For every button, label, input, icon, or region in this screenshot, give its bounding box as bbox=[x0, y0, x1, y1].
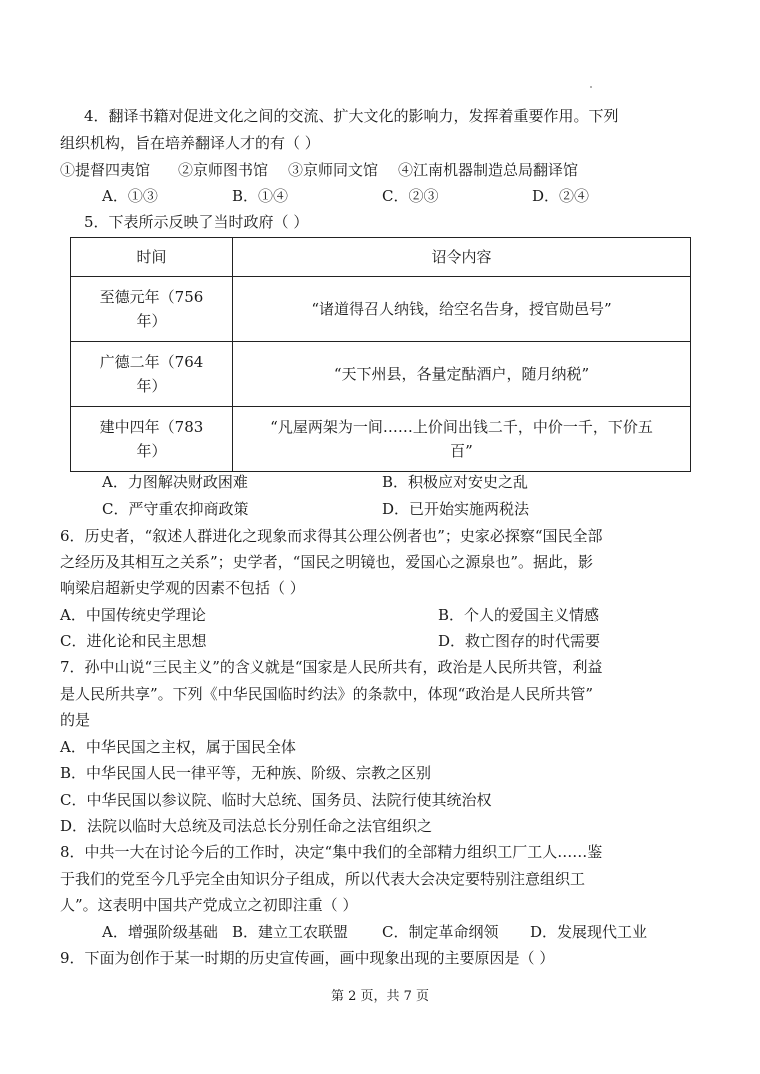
scan-dot bbox=[590, 86, 592, 88]
q4-stem-line1: 4．翻译书籍对促进文化之间的交流、扩大文化的影响力，发挥着重要作用。下列 bbox=[84, 107, 619, 125]
q7-stem-line3: 的是 bbox=[60, 711, 91, 729]
q6-option-b[interactable]: B．个人的爱国主义情感 bbox=[438, 606, 600, 624]
table-header-row bbox=[71, 238, 691, 277]
q9-stem-line1: 9．下面为创作于某一时期的历史宣传画，画中现象出现的主要原因是（ ） bbox=[60, 949, 555, 967]
table-row bbox=[71, 342, 691, 407]
q7-option-b[interactable]: B．中华民国人民一律平等，无种族、阶级、宗教之区别 bbox=[60, 764, 432, 782]
q6-stem-line1: 6．历史者，“叙述人群进化之现象而求得其公理公例者也”；史家必探察“国民全部 bbox=[60, 527, 603, 545]
table-cell-time: 广德二年（764 年） bbox=[71, 342, 233, 407]
table-cell-content: “诸道得召人纳钱，给空名告身，授官勋邑号” bbox=[233, 277, 691, 342]
q8-stem-line2: 于我们的党至今几乎完全由知识分子组成，所以代表大会决定要特别注意组织工 bbox=[60, 870, 586, 888]
q6-option-c[interactable]: C．进化论和民主思想 bbox=[60, 632, 207, 650]
q4-items bbox=[60, 160, 578, 180]
q5-option-c[interactable]: C．严守重农抑商政策 bbox=[102, 500, 249, 518]
q6-option-d[interactable]: D．救亡图存的时代需要 bbox=[438, 632, 601, 650]
q4-option-b[interactable]: B．①④ bbox=[232, 187, 289, 205]
table-row bbox=[71, 277, 691, 342]
q7-option-d[interactable]: D．法院以临时大总统及司法总长分别任命之法官组织之 bbox=[60, 817, 433, 835]
edict-table bbox=[70, 237, 691, 472]
q6-option-a[interactable]: A．中国传统史学理论 bbox=[60, 606, 206, 624]
table-cell-time: 建中四年（783 年） bbox=[71, 407, 233, 472]
table-cell-content: “凡屋两架为一间……上价间出钱二千，中价一千，下价五 百” bbox=[233, 407, 691, 472]
table-cell-time: 至德元年（756 年） bbox=[71, 277, 233, 342]
q4-item: ①提督四夷馆 bbox=[60, 161, 151, 179]
page-footer: 第 2 页，共 7 页 bbox=[330, 989, 430, 1004]
q7-stem-line2: 是人民所共享”。下列《中华民国临时约法》的条款中，体现“政治是人民所共管” bbox=[60, 685, 594, 703]
q7-stem-line1: 7．孙中山说“三民主义”的含义就是“国家是人民所共有，政治是人民所共管，利益 bbox=[60, 658, 603, 676]
q8-option-d[interactable]: D．发展现代工业 bbox=[530, 923, 648, 941]
q8-option-c[interactable]: C．制定革命纲领 bbox=[382, 923, 499, 941]
q7-option-c[interactable]: C．中华民国以参议院、临时大总统、国务员、法院行使其统治权 bbox=[60, 791, 492, 809]
q4-item: ②京师图书馆 bbox=[178, 161, 269, 179]
table-header-time: 时间 bbox=[71, 238, 233, 277]
q5-option-a[interactable]: A．力图解决财政困难 bbox=[102, 473, 248, 491]
q4-item: ④江南机器制造总局翻译馆 bbox=[398, 161, 579, 179]
q4-item: ③京师同文馆 bbox=[288, 161, 379, 179]
table-row bbox=[71, 407, 691, 472]
q4-option-d[interactable]: D．②④ bbox=[532, 187, 590, 205]
q6-stem-line2: 之经历及其相互之关系”；史学者，“国民之明镜也，爱国心之源泉也”。据此，影 bbox=[60, 553, 594, 571]
q4-stem-line2: 组织机构，旨在培养翻译人才的有（ ） bbox=[60, 134, 320, 152]
q7-option-a[interactable]: A．中华民国之主权，属于国民全体 bbox=[60, 738, 296, 756]
q8-stem-line3: 人”。这表明中国共产党成立之初即注重（ ） bbox=[60, 896, 358, 914]
table-header-content: 诏令内容 bbox=[233, 238, 691, 277]
q6-stem-line3: 响梁启超新史学观的因素不包括（ ） bbox=[60, 579, 305, 597]
table-cell-content: “天下州县，各量定酤酒户，随月纳税” bbox=[233, 342, 691, 407]
q5-option-d[interactable]: D．已开始实施两税法 bbox=[382, 500, 530, 518]
q4-option-c[interactable]: C．②③ bbox=[382, 187, 439, 205]
q8-option-b[interactable]: B．建立工农联盟 bbox=[232, 923, 349, 941]
q8-stem-line1: 8．中共一大在讨论今后的工作时，决定“集中我们的全部精力组织工厂工人……鉴 bbox=[60, 843, 603, 861]
q4-option-a[interactable]: A．①③ bbox=[102, 187, 158, 205]
q5-stem: 5．下表所示反映了当时政府（ ） bbox=[84, 213, 309, 231]
q8-option-a[interactable]: A．增强阶级基础 bbox=[102, 923, 218, 941]
q5-option-b[interactable]: B．积极应对安史之乱 bbox=[382, 473, 529, 491]
